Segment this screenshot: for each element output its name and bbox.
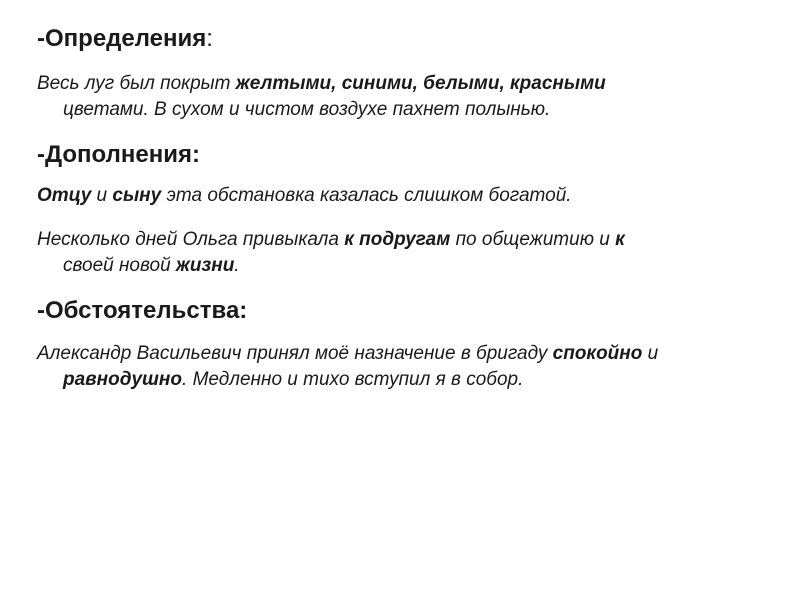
heading-definitions-colon: : xyxy=(206,25,213,52)
highlighted-circumstance: спокойно xyxy=(552,343,643,364)
text-span: Несколько дней Ольга привыкала xyxy=(37,229,345,250)
circumstances-example xyxy=(37,341,757,393)
heading-definitions-text: -Определения xyxy=(37,25,207,52)
heading-additions: -Дополнения: xyxy=(37,141,200,168)
additions-example-1-line-1 xyxy=(37,183,757,209)
text-span: Александр Васильевич принял моё назначение в бригаду xyxy=(37,343,553,364)
text-span: своей новой xyxy=(63,255,176,276)
heading-definitions xyxy=(37,24,213,54)
highlighted-addition: жизни xyxy=(175,255,235,276)
additions-example-1 xyxy=(37,183,757,209)
heading-circumstances: -Обстоятельства: xyxy=(37,297,248,324)
highlighted-definitions: желтыми, синими, белыми, красными xyxy=(235,73,606,94)
text-span: Весь луг был покрыт xyxy=(37,73,236,94)
highlighted-addition: к xyxy=(615,229,625,250)
text-span: и xyxy=(91,185,113,206)
text-span: . xyxy=(234,255,240,276)
definitions-example-line-2: цветами. В сухом и чистом воздухе пахнет полынью. xyxy=(63,99,551,120)
text-span: по общежитию и xyxy=(450,229,616,250)
additions-example-2 xyxy=(37,227,757,279)
additions-example-2-line-2 xyxy=(37,253,757,279)
text-span: и xyxy=(642,343,659,364)
highlighted-addition: Отцу xyxy=(37,185,92,206)
definitions-example xyxy=(37,71,757,123)
highlighted-circumstance: равнодушно xyxy=(63,369,183,390)
highlighted-addition: сыну xyxy=(112,185,162,206)
text-span: эта обстановка казалась слишком богатой. xyxy=(161,185,572,206)
additions-example-2-line-1 xyxy=(37,227,757,253)
circumstances-example-line-2 xyxy=(37,367,757,393)
circumstances-example-line-1 xyxy=(37,341,757,367)
text-span: . Медленно и тихо вступил я в собор. xyxy=(182,369,524,390)
definitions-example-line-1 xyxy=(37,71,757,97)
highlighted-addition: к подругам xyxy=(344,229,451,250)
